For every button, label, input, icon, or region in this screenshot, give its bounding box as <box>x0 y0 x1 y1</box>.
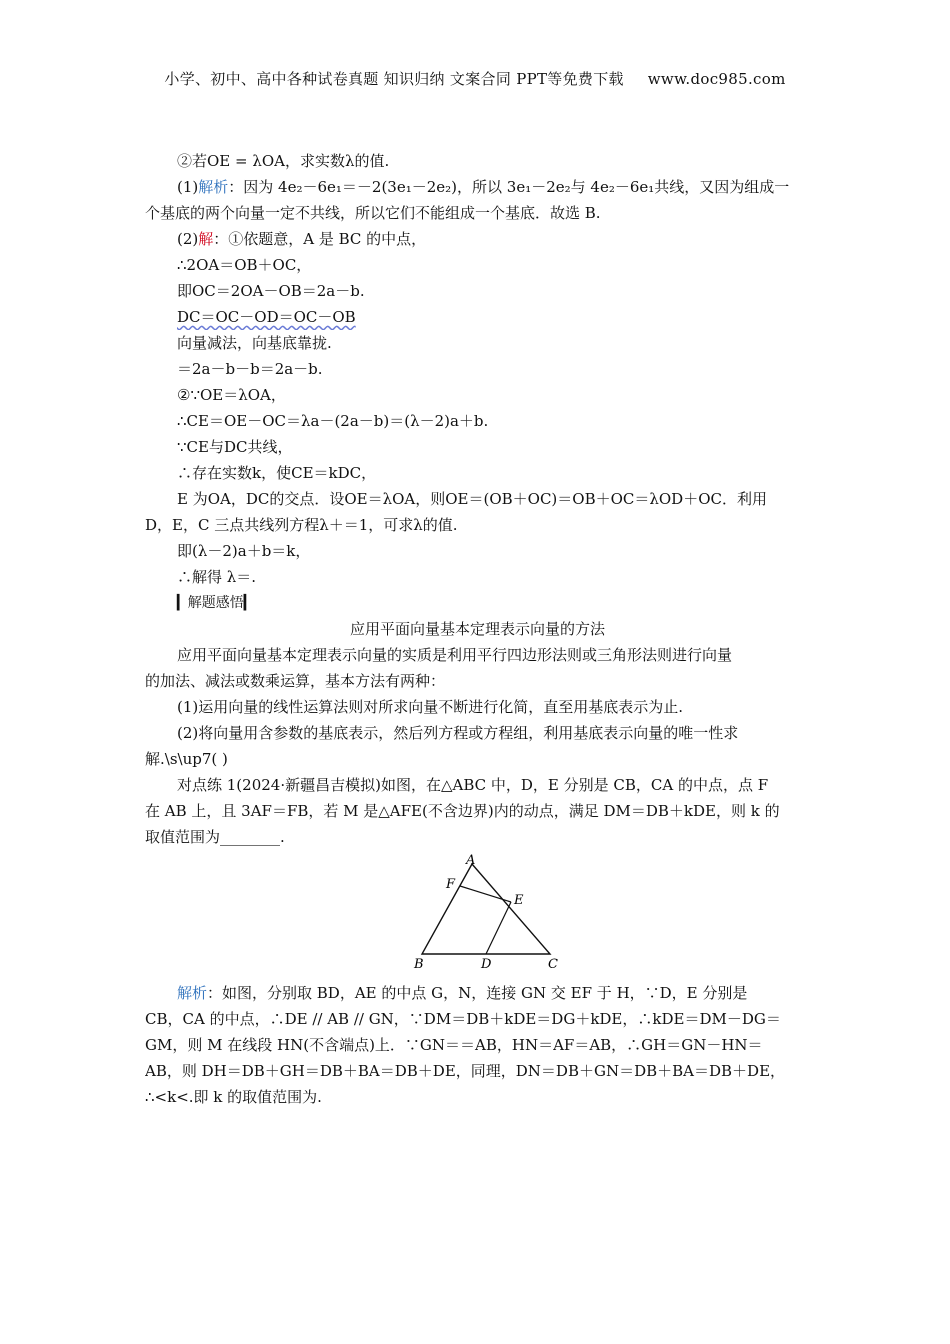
segment-de <box>486 902 511 954</box>
text-line: GM，则 M 在线段 HN(不含端点)上．∵GN＝＝AB，HN＝AF＝AB，∴GH＝GN－HN＝ <box>145 1036 763 1054</box>
text-line: DC＝OC－OD＝OC－OB <box>177 308 356 326</box>
text-line: (1)运用向量的线性运算法则对所求向量不断进行化简，直至用基底表示为止. <box>177 698 684 716</box>
text-line: ∵CE与DC共线， <box>177 438 293 456</box>
text-line: ∴2OA＝OB＋OC， <box>177 256 312 274</box>
text-line: ②若OE = λOA，求实数λ的值. <box>177 152 390 170</box>
text-line: 取值范围为________. <box>145 828 285 846</box>
segment-fe <box>460 886 511 902</box>
text-line: 即OC＝2OA－OB＝2a－b. <box>177 282 365 300</box>
text-line: ∴<k<.即 k 的取值范围为. <box>145 1088 322 1106</box>
text-line: 个基底的两个向量一定不共线，所以它们不能组成一个基底．故选 B. <box>145 204 601 222</box>
text-line: 即(λ－2)a＋b＝k， <box>177 542 311 560</box>
text-line: (1)解析：因为 4e₂－6e₁＝－2(3e₁－2e₂)，所以 3e₁－2e₂与 4e₂－6e₁共线，又因为组成一 <box>177 178 790 196</box>
triangle-abc <box>422 864 550 954</box>
label-e: E <box>514 893 524 908</box>
page-header <box>0 68 950 89</box>
text-line: 的加法、减法或数乘运算，基本方法有两种： <box>145 672 446 690</box>
label-f: F <box>446 877 456 892</box>
text-line: ②∵OE＝λOA， <box>177 386 286 404</box>
section-tag: ▎解题感悟▎ <box>177 595 255 611</box>
label-a: A <box>466 854 476 868</box>
document-body <box>145 148 810 1110</box>
answer-marker: 解析 <box>198 178 229 196</box>
text-line: ＝2a－b－b＝2a－b. <box>177 360 323 378</box>
text-line: 对点练 1(2024·新疆昌吉模拟)如图，在△ABC 中，D，E 分别是 CB，CA 的中点，点 F <box>177 776 769 794</box>
text-line: 应用平面向量基本定理表示向量的实质是利用平行四边形法则或三角形法则进行向量 <box>177 646 733 664</box>
text-line: D，E，C 三点共线列方程λ＋＝1，可求λ的值. <box>145 516 458 534</box>
answer-marker: 解析 <box>177 984 208 1002</box>
text-line: 解.\s\up7( ) <box>145 750 228 768</box>
text-line: ∴解得 λ＝. <box>177 568 257 586</box>
triangle-diagram <box>410 854 560 972</box>
text-line: 在 AB 上，且 3AF＝FB，若 M 是△AFE(不含边界)内的动点，满足 DM＝DB＋kDE，则 k 的 <box>145 802 780 820</box>
text-line: 向量减法，向基底靠拢. <box>177 334 332 352</box>
text-line: CB，CA 的中点，∴DE // AB // GN，∵DM＝DB＋kDE＝DG＋kDE，∴kDE＝DM－DG＝ <box>145 1010 781 1028</box>
text-line: AB，则 DH＝DB＋GH＝DB＋BA＝DB＋DE，同理，DN＝DB＋GN＝DB＋BA＝DB＋DE， <box>145 1062 786 1080</box>
label-d: D <box>481 957 492 972</box>
text-line: ∴CE＝OE－OC＝λa－(2a－b)＝(λ－2)a＋b. <box>177 412 489 430</box>
answer-marker: 解 <box>198 230 214 248</box>
text-line: 解析：如图，分别取 BD，AE 的中点 G，N，连接 GN 交 EF 于 H，∵D，E 分别是 <box>177 984 748 1002</box>
text-line: E 为OA，DC的交点．设OE＝λOA，则OE＝(OB＋OC)＝OB＋OC＝λOD＋OC．利用 <box>177 490 767 508</box>
section-title: 应用平面向量基本定理表示向量的方法 <box>349 620 605 638</box>
label-c: C <box>548 957 558 972</box>
text-line: (2)解：①依题意，A 是 BC 的中点， <box>177 230 427 248</box>
text-line: ∴存在实数k，使CE＝kDC， <box>177 464 377 482</box>
header-text: 小学、初中、高中各种试卷真题 知识归纳 文案合同 PPT等免费下载 <box>164 70 624 88</box>
header-url: www.doc985.com <box>647 70 786 88</box>
triangle-figure <box>145 854 810 976</box>
text-line: (2)将向量用含参数的基底表示，然后列方程或方程组，利用基底表示向量的唯一性求 <box>177 724 739 742</box>
label-b: B <box>414 957 424 972</box>
